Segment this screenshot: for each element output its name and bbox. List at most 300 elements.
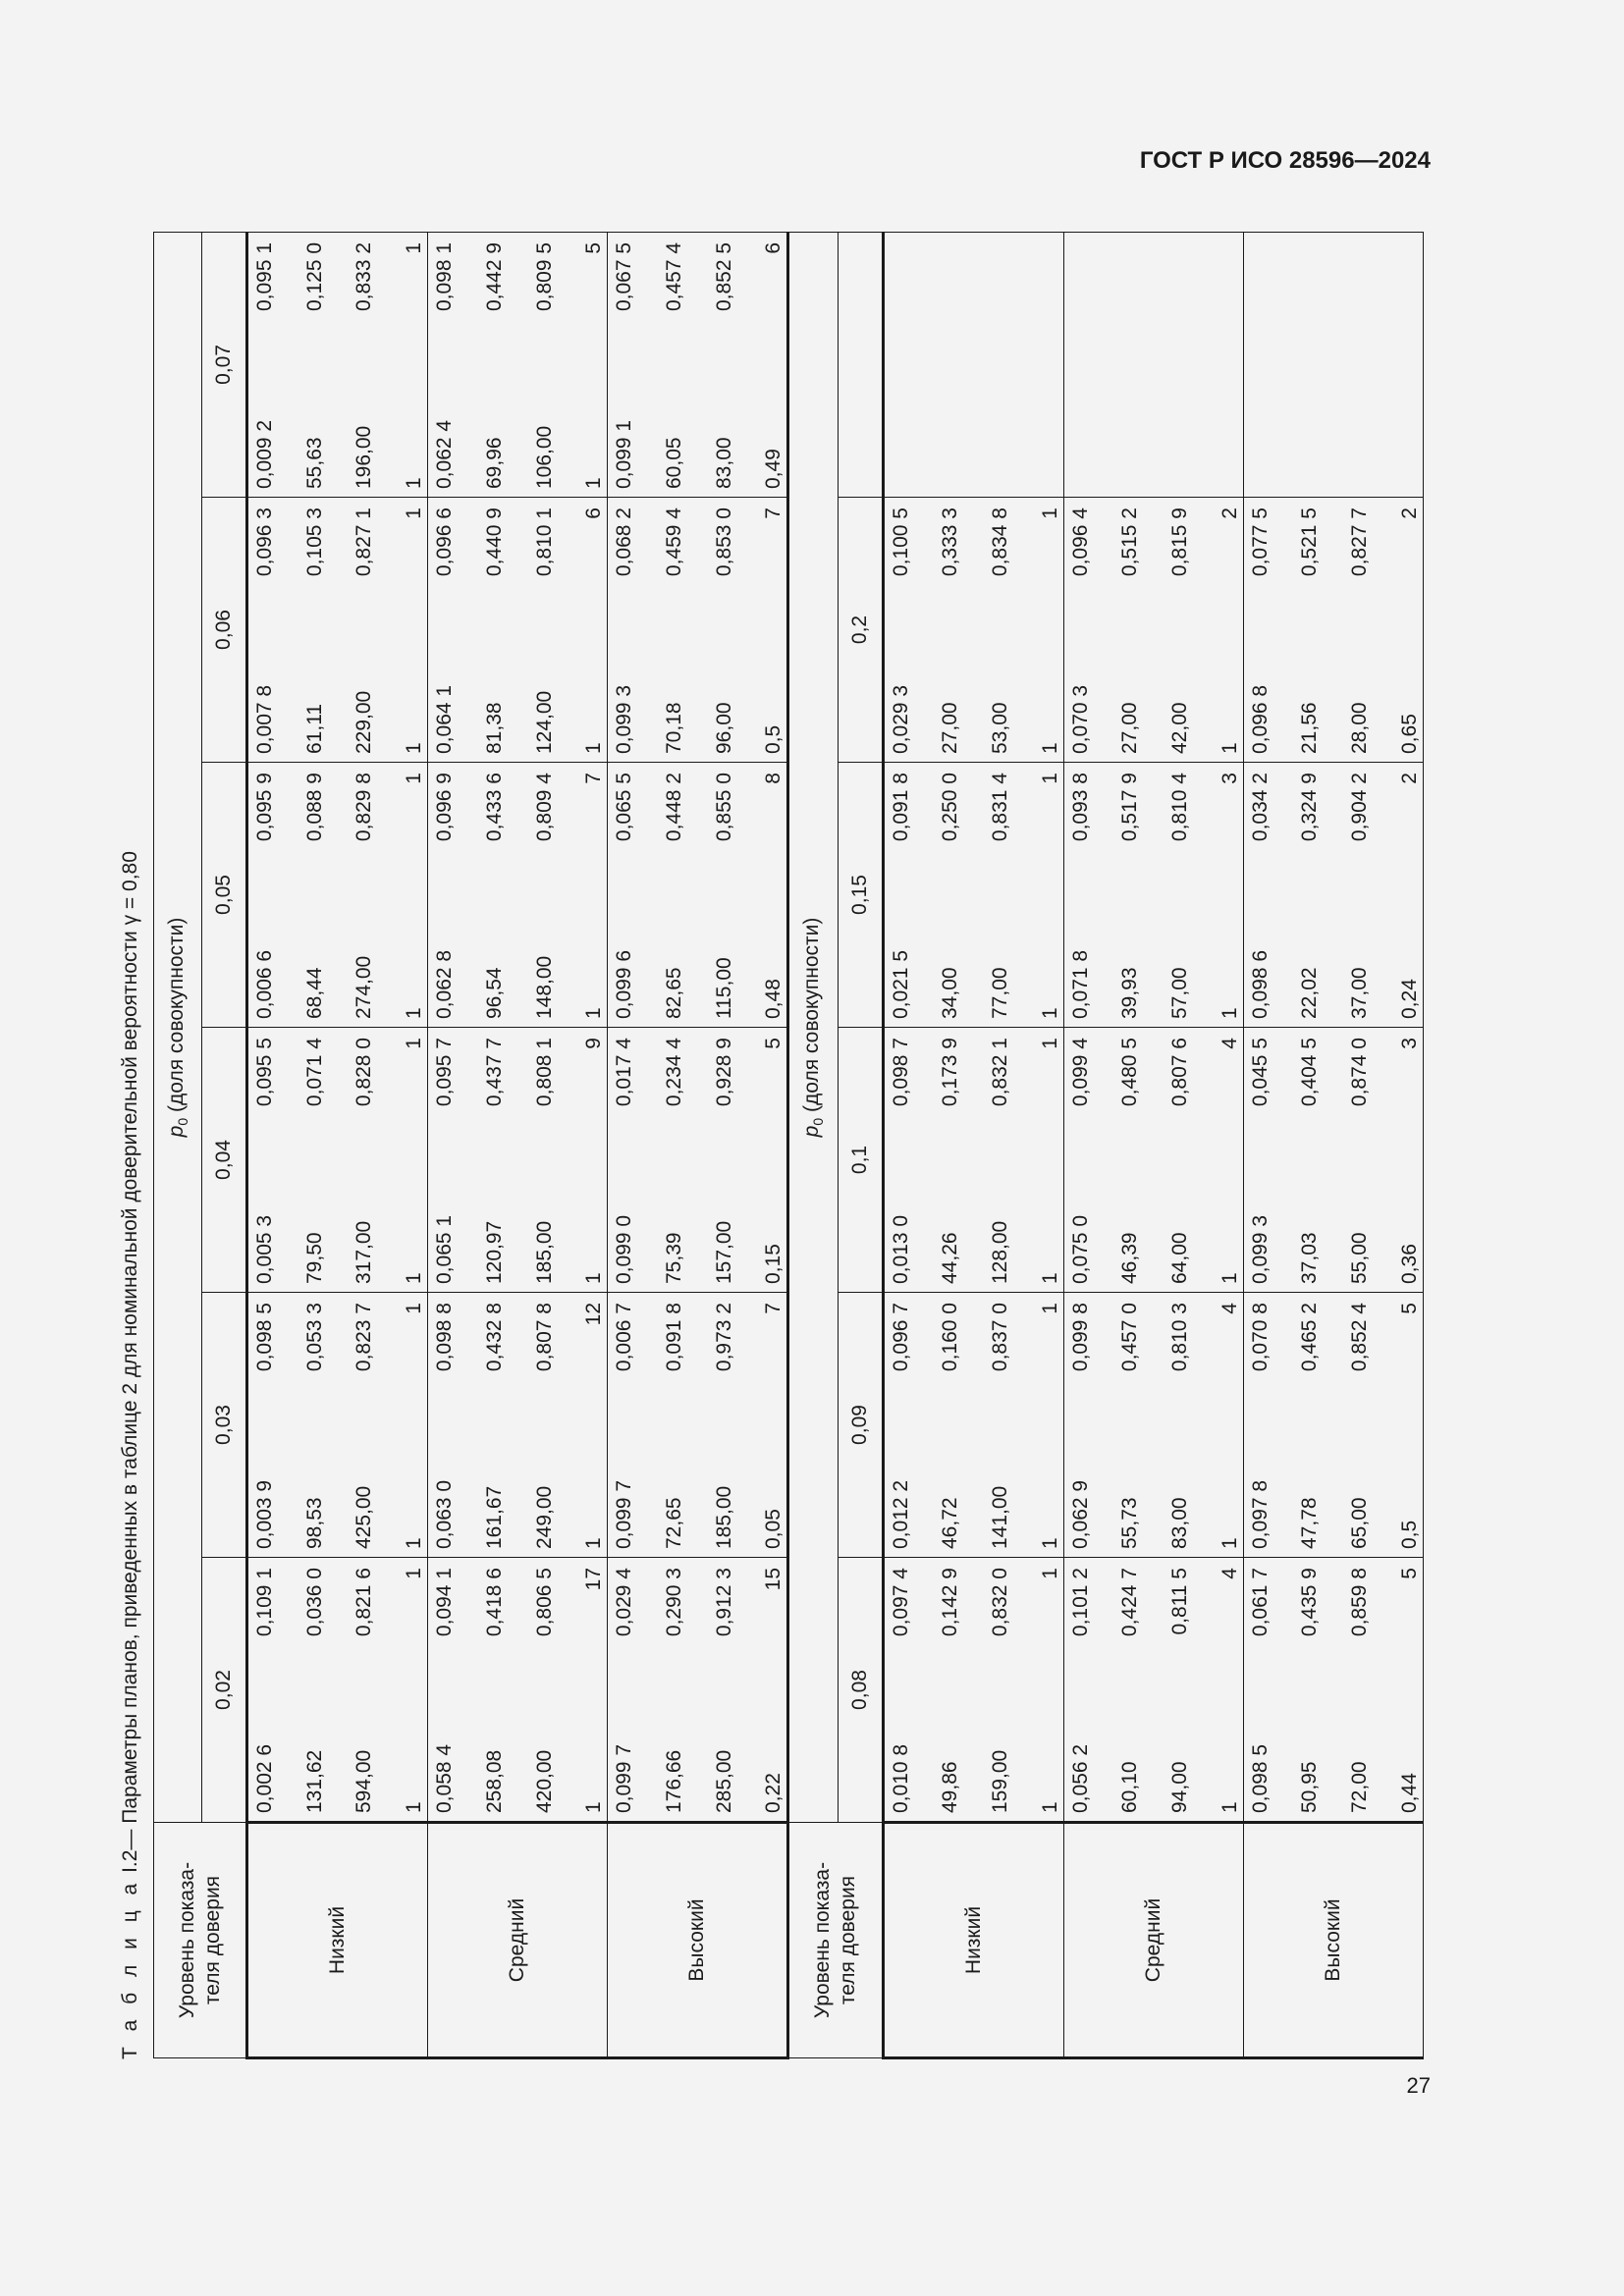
cell-value: 0,058 4 (433, 1743, 457, 1813)
p0-header (788, 232, 838, 1822)
cell-value: 0,095 5 (253, 1038, 277, 1107)
cell-values (885, 773, 1063, 895)
table-cell (247, 1558, 428, 1690)
cell-value: 0,811 5 (1168, 1568, 1191, 1635)
cell-value: 1 (582, 1537, 606, 1549)
cell-values (428, 773, 607, 895)
table-cell (247, 895, 428, 1028)
table-cell (247, 763, 428, 895)
cell-value: 0,160 0 (939, 1303, 962, 1372)
cell-values (885, 1160, 1063, 1285)
cell-value: 0,093 8 (1068, 773, 1092, 842)
cell-value: 0,418 6 (482, 1568, 506, 1637)
cell-value: 0,173 9 (939, 1038, 962, 1107)
cell-value: 0,828 0 (352, 1038, 376, 1107)
p0-header-label: (доля совокупности) (800, 917, 824, 1118)
cell-value: 1 (403, 773, 426, 784)
cell-value: 0,324 9 (1298, 773, 1322, 842)
level-header-line: теля доверия (837, 1875, 860, 2005)
cell-value: 0,006 6 (253, 949, 277, 1019)
table-cell (428, 1690, 608, 1823)
cell-value: 1 (403, 507, 426, 519)
cell-values (428, 895, 607, 1020)
cell-value: 0,099 0 (613, 1214, 636, 1284)
table-row (608, 232, 788, 2057)
cell-value: 0,810 4 (1168, 773, 1191, 842)
cell-value: 0,017 4 (613, 1038, 636, 1107)
cell-value: 1 (403, 1537, 426, 1549)
cell-value: 0,002 6 (253, 1743, 277, 1813)
cell-value: 3 (1397, 1038, 1421, 1049)
cell-values (885, 365, 1063, 490)
cell-value: 28,00 (1348, 702, 1372, 754)
p0-value: 0,09 (838, 1293, 883, 1558)
table-cell (1063, 1028, 1243, 1160)
cell-value: 161,67 (482, 1485, 506, 1549)
cell-value: 1 (1038, 1568, 1061, 1579)
cell-value: 98,53 (302, 1497, 326, 1549)
table-cell (608, 365, 788, 498)
cell-value: 0,44 (1397, 1773, 1421, 1813)
cell-value: 46,72 (939, 1497, 962, 1549)
table-cell (428, 895, 608, 1028)
cell-values (608, 365, 786, 490)
cell-value: 0,095 9 (253, 773, 277, 842)
cell-values (885, 507, 1063, 630)
cell-value: 6 (582, 507, 606, 519)
cell-value: 37,00 (1348, 967, 1372, 1019)
cell-value: 425,00 (352, 1485, 376, 1549)
cell-value: 65,00 (1348, 1497, 1372, 1549)
cell-value: 0,125 0 (302, 241, 326, 312)
table-cell (883, 365, 1063, 498)
cell-value: 8 (762, 773, 785, 784)
cell-value: 0,806 5 (532, 1568, 556, 1637)
confidence-level: Высокий (608, 1823, 788, 2058)
cell-value: 0,070 3 (1068, 684, 1092, 754)
cell-value: 0,852 5 (712, 241, 735, 312)
page-number: 27 (1406, 2073, 1431, 2098)
cell-value: 4 (1218, 1303, 1241, 1314)
p0-value: 0,05 (202, 763, 247, 1028)
table-cell (1243, 1160, 1423, 1293)
cell-value: 75,39 (663, 1232, 685, 1284)
cell-values (1244, 773, 1423, 895)
cell-value: 1 (1218, 1272, 1241, 1284)
cell-value: 159,00 (988, 1749, 1011, 1813)
cell-value: 1 (403, 1038, 426, 1049)
cell-value: 196,00 (352, 425, 376, 489)
cell-value: 0,515 2 (1118, 507, 1142, 577)
table-cell (428, 1425, 608, 1558)
cell-value: 44,26 (939, 1232, 962, 1284)
cell-value: 249,00 (532, 1485, 556, 1549)
cell-value: 0,333 3 (939, 507, 962, 577)
p0-value: 0,2 (838, 498, 883, 763)
cell-value: 4 (1218, 1568, 1241, 1579)
cell-values (428, 1303, 607, 1425)
table-cell (428, 1293, 608, 1425)
cell-value: 1 (1038, 1038, 1061, 1049)
table-cell (247, 1160, 428, 1293)
cell-value: 0,809 4 (532, 773, 556, 842)
cell-value: 0,098 8 (433, 1303, 457, 1372)
cell-value: 106,00 (532, 425, 556, 489)
cell-value: 1 (1218, 1537, 1241, 1549)
cell-value: 0,807 6 (1168, 1038, 1191, 1107)
table-cell (1063, 895, 1243, 1028)
cell-value: 1 (1038, 1537, 1061, 1549)
cell-value: 0,099 4 (1068, 1038, 1092, 1107)
table-cell (608, 1028, 788, 1160)
cell-values (885, 1568, 1063, 1690)
p0-value: 0,07 (202, 232, 247, 497)
cell-value: 1 (403, 241, 426, 254)
table-cell (1063, 365, 1243, 498)
cell-value: 0,100 5 (889, 507, 912, 577)
table-cell (608, 498, 788, 630)
table-cell (247, 1425, 428, 1558)
cell-value: 0,096 3 (253, 507, 277, 577)
cell-values (1244, 507, 1423, 630)
table-cell (247, 232, 428, 364)
cell-value: 17 (582, 1568, 606, 1591)
p0-subscript: 0 (175, 1117, 191, 1126)
table-cell (1243, 763, 1423, 895)
cell-value: 0,071 8 (1068, 949, 1092, 1019)
table-cell (428, 1028, 608, 1160)
table-cell (1243, 365, 1423, 498)
cell-value: 0,829 8 (352, 773, 376, 842)
cell-value: 0,808 1 (532, 1038, 556, 1107)
cell-value: 128,00 (988, 1220, 1011, 1284)
level-header-line: Уровень показа- (811, 1861, 835, 2019)
cell-values (428, 242, 607, 365)
cell-value: 0,142 9 (939, 1568, 962, 1637)
cell-value: 594,00 (352, 1749, 376, 1813)
cell-value: 1 (1218, 1007, 1241, 1019)
cell-values (1244, 1038, 1423, 1160)
cell-values (885, 630, 1063, 755)
cell-value: 0,062 4 (433, 419, 457, 489)
cell-value: 7 (762, 507, 785, 519)
cell-value: 42,00 (1168, 702, 1191, 754)
cell-values (608, 1160, 786, 1285)
cell-value: 60,10 (1118, 1761, 1142, 1813)
table-cell (1243, 1425, 1423, 1558)
cell-value: 5 (762, 1038, 785, 1049)
cell-value: 0,22 (762, 1773, 785, 1813)
table-cell (883, 895, 1063, 1028)
cell-value: 1 (1038, 742, 1061, 754)
header-row-p0 (154, 232, 202, 2057)
cell-values (608, 1303, 786, 1425)
cell-value: 0,874 0 (1348, 1038, 1372, 1107)
plan-parameters-table (153, 232, 1424, 2059)
cell-value: 0,5 (762, 724, 785, 754)
table-row (883, 232, 1063, 2057)
cell-value: 7 (762, 1303, 785, 1314)
cell-values (428, 1690, 607, 1814)
cell-value: 0,099 3 (1248, 1214, 1272, 1284)
cell-values (428, 365, 607, 490)
cell-value: 79,50 (302, 1232, 326, 1284)
table-cell (247, 365, 428, 498)
table-cell (883, 1558, 1063, 1690)
cell-value: 0,013 0 (889, 1214, 912, 1284)
cell-values (608, 242, 786, 365)
cell-value: 1 (1038, 1007, 1061, 1019)
cell-value: 60,05 (663, 437, 685, 489)
cell-value: 0,459 4 (663, 507, 685, 577)
p0-symbol: p (164, 1125, 188, 1138)
cell-value: 141,00 (988, 1485, 1011, 1549)
cell-value: 12 (582, 1303, 606, 1326)
cell-value: 27,00 (939, 702, 962, 754)
table-cell (883, 630, 1063, 763)
table-cell (608, 232, 788, 364)
p0-subscript: 0 (810, 1117, 827, 1126)
level-header-line: Уровень показа- (175, 1861, 198, 2019)
cell-value: 148,00 (532, 955, 556, 1019)
cell-values (428, 630, 607, 755)
table-cell (883, 763, 1063, 895)
cell-values (1064, 895, 1243, 1020)
table-caption (108, 851, 153, 2059)
cell-values (608, 1038, 786, 1160)
cell-values (885, 895, 1063, 1020)
p0-value: 0,15 (838, 763, 883, 1028)
cell-value: 0,833 2 (352, 241, 376, 312)
table-cell (883, 1028, 1063, 1160)
cell-value: 57,00 (1168, 967, 1191, 1019)
cell-value: 0,433 6 (482, 773, 506, 842)
cell-value: 0,097 8 (1248, 1479, 1272, 1549)
cell-values (1244, 242, 1423, 365)
cell-values (248, 773, 427, 895)
cell-values (608, 895, 786, 1020)
cell-value: 0,065 5 (613, 773, 636, 842)
cell-values (1064, 1690, 1243, 1814)
cell-value: 53,00 (988, 702, 1011, 754)
confidence-level: Средний (1063, 1823, 1243, 2058)
cell-value: 96,54 (482, 967, 506, 1019)
cell-values (1244, 1425, 1423, 1550)
cell-value: 0,096 9 (433, 773, 457, 842)
cell-value: 0,062 9 (1068, 1479, 1092, 1549)
header-row-p0 (788, 232, 838, 2057)
cell-value: 50,95 (1298, 1761, 1322, 1813)
p0-value (838, 232, 883, 497)
cell-values (1064, 242, 1243, 365)
cell-values (248, 365, 427, 490)
cell-value: 0,063 0 (433, 1479, 457, 1549)
table-cell (1243, 232, 1423, 364)
cell-value: 1 (582, 477, 606, 489)
cell-value: 0,440 9 (482, 507, 506, 577)
cell-value: 46,39 (1118, 1232, 1142, 1284)
cell-value: 0,404 5 (1298, 1038, 1322, 1107)
cell-value: 0,098 7 (889, 1038, 912, 1107)
cell-value: 0,065 1 (433, 1214, 457, 1284)
document-code: ГОСТ Р ИСО 28596—2024 (1139, 147, 1431, 174)
header-row-values (202, 232, 247, 2057)
table-cell (608, 630, 788, 763)
cell-value: 96,00 (712, 702, 735, 754)
table-cell (1243, 1293, 1423, 1425)
cell-value: 120,97 (482, 1220, 506, 1284)
cell-values (1244, 365, 1423, 490)
rotated-table-block (108, 234, 1424, 2059)
table-cell (883, 1293, 1063, 1425)
cell-value: 0,068 2 (613, 507, 636, 577)
table-cell (1063, 1690, 1243, 1823)
p0-value: 0,1 (838, 1028, 883, 1293)
cell-value: 0,05 (762, 1509, 785, 1549)
table-cell (1063, 1293, 1243, 1425)
cell-value: 0,099 1 (613, 419, 636, 489)
cell-value: 0,424 7 (1118, 1568, 1142, 1637)
cell-value: 0,099 8 (1068, 1303, 1092, 1372)
cell-value: 0,071 4 (302, 1038, 326, 1107)
cell-value: 1 (582, 1801, 606, 1813)
table-cell (883, 1160, 1063, 1293)
cell-value: 3 (1218, 773, 1241, 784)
cell-value: 0,064 1 (433, 684, 457, 754)
cell-value: 1 (403, 1272, 426, 1284)
cell-values (1064, 1425, 1243, 1550)
cell-value: 157,00 (712, 1220, 735, 1284)
cell-value: 0,091 8 (889, 773, 912, 842)
cell-value: 0,029 4 (613, 1568, 636, 1637)
cell-value: 317,00 (352, 1220, 376, 1284)
cell-value: 0,095 1 (253, 241, 277, 312)
cell-value: 82,65 (663, 967, 685, 1019)
cell-value: 0,003 9 (253, 1479, 277, 1549)
cell-value: 2 (1397, 507, 1421, 519)
table-cell (608, 1558, 788, 1690)
cell-value: 115,00 (712, 957, 735, 1019)
table-cell (608, 895, 788, 1028)
cell-value: 0,831 4 (988, 773, 1011, 842)
cell-value: 0,101 2 (1068, 1568, 1092, 1637)
cell-value: 0,096 4 (1068, 507, 1092, 577)
cell-values (1064, 630, 1243, 755)
cell-value: 0,823 7 (352, 1303, 376, 1372)
cell-value: 0,061 7 (1248, 1568, 1272, 1637)
cell-value: 68,44 (302, 967, 326, 1019)
table-cell (608, 1293, 788, 1425)
cell-value: 0,099 6 (613, 949, 636, 1019)
table-cell (1063, 1160, 1243, 1293)
cell-value: 0,091 8 (663, 1303, 685, 1372)
table-cell (1243, 1690, 1423, 1823)
table-row (1063, 232, 1243, 2057)
cell-value: 0,448 2 (663, 773, 685, 842)
cell-value: 0,815 9 (1168, 507, 1191, 577)
cell-value: 69,96 (482, 437, 506, 489)
cell-value: 49,86 (939, 1761, 962, 1813)
cell-value: 27,00 (1118, 702, 1142, 754)
cell-value: 0,480 5 (1118, 1038, 1142, 1107)
cell-value: 0,036 0 (302, 1568, 326, 1637)
cell-values (1064, 773, 1243, 895)
cell-value: 0,435 9 (1298, 1568, 1322, 1637)
cell-value: 0,096 7 (889, 1303, 912, 1372)
cell-value: 229,00 (352, 690, 376, 754)
cell-values (428, 1038, 607, 1160)
cell-value: 185,00 (712, 1485, 735, 1549)
cell-value: 0,809 5 (532, 241, 556, 312)
cell-value: 1 (582, 742, 606, 754)
cell-value: 1 (403, 477, 426, 489)
table-cell (247, 1690, 428, 1823)
table-cell (1243, 498, 1423, 630)
cell-value: 0,465 2 (1298, 1303, 1322, 1372)
cell-value: 0,006 7 (613, 1303, 636, 1372)
cell-values (1244, 1568, 1423, 1690)
cell-value: 0,067 5 (613, 241, 636, 312)
cell-value: 6 (762, 241, 785, 254)
cell-value: 185,00 (532, 1220, 556, 1284)
cell-value: 0,097 4 (889, 1568, 912, 1637)
cell-values (1064, 1303, 1243, 1425)
cell-value: 5 (1397, 1568, 1421, 1579)
cell-value: 0,810 1 (532, 507, 556, 577)
p0-value: 0,03 (202, 1293, 247, 1558)
cell-value: 4 (1218, 1038, 1241, 1049)
cell-value: 55,63 (302, 437, 326, 489)
cell-value: 0,517 9 (1118, 773, 1142, 842)
cell-values (608, 773, 786, 895)
table-cell (608, 1690, 788, 1823)
cell-values (1244, 1160, 1423, 1285)
cell-value: 0,457 0 (1118, 1303, 1142, 1372)
table-cell (1063, 630, 1243, 763)
cell-values (248, 1425, 427, 1550)
cell-value: 0,859 8 (1348, 1568, 1372, 1637)
cell-value: 0,810 3 (1168, 1303, 1191, 1372)
cell-value: 0,65 (1397, 714, 1421, 754)
table-row (428, 232, 608, 2057)
cell-value: 1 (1218, 1801, 1241, 1813)
cell-value: 2 (1218, 507, 1241, 519)
cell-values (608, 1425, 786, 1550)
cell-value: 0,029 3 (889, 684, 912, 754)
table-cell (1063, 1558, 1243, 1690)
cell-value: 77,00 (988, 967, 1011, 1019)
cell-value: 0,437 7 (482, 1038, 506, 1107)
cell-value: 0,928 9 (712, 1038, 735, 1107)
cell-values (248, 630, 427, 755)
table-cell (1243, 630, 1423, 763)
cell-values (1064, 1568, 1243, 1690)
cell-values (428, 1568, 607, 1690)
cell-values (885, 1690, 1063, 1814)
cell-value: 1 (403, 1568, 426, 1579)
cell-value: 0,852 4 (1348, 1303, 1372, 1372)
cell-value: 5 (582, 241, 606, 254)
cell-value: 7 (582, 773, 606, 784)
cell-value: 0,088 9 (302, 773, 326, 842)
cell-value: 0,021 5 (889, 949, 912, 1019)
cell-value: 1 (582, 1272, 606, 1284)
table-cell (247, 498, 428, 630)
table-cell (1063, 763, 1243, 895)
cell-value: 0,009 2 (253, 419, 277, 489)
p0-value: 0,04 (202, 1028, 247, 1293)
cell-value: 0,098 6 (1248, 949, 1272, 1019)
